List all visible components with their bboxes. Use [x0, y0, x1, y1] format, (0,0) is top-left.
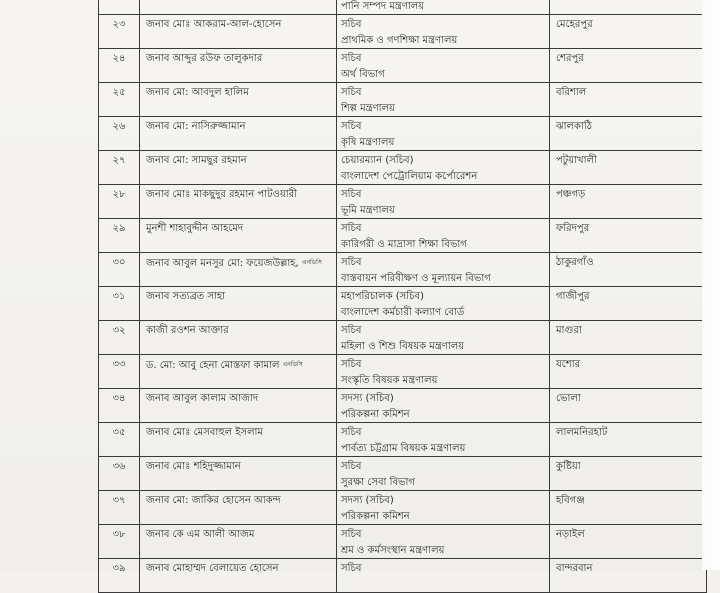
post-ministry: মহিলা ও শিশু বিষয়ক মন্ত্রণালয় [341, 341, 465, 352]
district-cell [550, 559, 707, 593]
home-district: লালমনিরহাট [556, 427, 608, 438]
home-district: ফরিদপুর [556, 223, 590, 234]
post-title: সচিব [341, 359, 362, 370]
name-line [140, 49, 336, 66]
serial-number: ২৬ [112, 121, 126, 132]
name-cell [140, 287, 337, 321]
officer-suffix: এনডিসি [301, 259, 322, 266]
post-title: সচিব [341, 223, 362, 234]
home-district: মাগুরা [556, 325, 582, 336]
officer-name: জনাব মো: সামছুর রহমান [146, 155, 247, 166]
home-district: শেরপুর [556, 53, 584, 64]
home-district: নড়াইল [556, 529, 585, 540]
serial-cell [99, 49, 140, 83]
officer-name: জনাব মো: নাসিরুজ্জামান [146, 121, 246, 132]
name-cell [140, 0, 337, 15]
table-row [99, 389, 707, 423]
table-row-partial [99, 0, 707, 15]
district-cell [550, 491, 707, 525]
serial-cell [99, 389, 140, 423]
serial-number: ৩৩ [112, 359, 126, 370]
post-cell [337, 423, 550, 457]
post-ministry: সুরক্ষা সেবা বিভাগ [341, 477, 415, 488]
name-line [140, 219, 336, 236]
name-line [140, 457, 336, 474]
name-line [140, 287, 336, 304]
serial-cell [99, 355, 140, 389]
serial-number: ৩৭ [112, 495, 126, 506]
district-cell [550, 117, 707, 151]
district-cell [550, 49, 707, 83]
secretary-roster-table [98, 0, 707, 593]
name-line [140, 355, 336, 373]
name-line [140, 117, 336, 134]
district-cell [550, 287, 707, 321]
post-cell [337, 287, 550, 321]
officer-name: জনাব মোঃ শহিদুজ্জামান [146, 461, 241, 472]
serial-number: ৩১ [112, 291, 126, 302]
name-line [140, 389, 336, 406]
name-line [140, 423, 336, 440]
serial-number: ২৮ [112, 189, 126, 200]
home-district: বরিশাল [556, 87, 587, 98]
serial-number: ৩৫ [112, 427, 126, 438]
district-cell [550, 15, 707, 49]
serial-cell [99, 219, 140, 253]
post-title: সচিব [341, 87, 362, 98]
table-row [99, 117, 707, 151]
table-row [99, 151, 707, 185]
name-line [140, 525, 336, 542]
post-cell [337, 185, 550, 219]
serial-number: ২৪ [112, 53, 126, 64]
post-title: চেয়ারম্যান (সচিব) [341, 155, 414, 166]
home-district: মেহেরপুর [556, 19, 593, 30]
district-cell [550, 0, 707, 15]
home-district: পঞ্চগড় [556, 189, 586, 200]
serial-number: ৩০ [112, 257, 126, 268]
officer-name: জনাব সত্যব্রত সাহা [146, 291, 226, 302]
home-district: ভোলা [556, 393, 581, 404]
name-line [140, 83, 336, 100]
name-line [140, 491, 336, 508]
table-row [99, 355, 707, 389]
serial-cell [99, 15, 140, 49]
name-cell [140, 423, 337, 457]
table-row [99, 185, 707, 219]
serial-cell [99, 525, 140, 559]
home-district: ঝালকাঠি [556, 121, 593, 132]
name-line [140, 559, 336, 576]
serial-number: ২৩ [112, 19, 126, 30]
post-ministry: পরিকল্পনা কমিশন [341, 409, 410, 420]
name-line [140, 321, 336, 338]
name-cell [140, 15, 337, 49]
name-line [140, 253, 336, 271]
officer-name: ড. মো: আবু হেনা মোস্তফা কামাল [146, 360, 280, 371]
officer-name: জনাব আবুল কালাম আজাদ [146, 393, 259, 404]
name-cell [140, 83, 337, 117]
district-cell [550, 83, 707, 117]
district-cell [550, 253, 707, 287]
post-ministry: কারিগরী ও মাদ্রাসা শিক্ষা বিভাগ [341, 239, 467, 250]
post-cell [337, 49, 550, 83]
name-cell [140, 151, 337, 185]
post-cell [337, 253, 550, 287]
serial-number: ২৫ [112, 87, 126, 98]
district-cell [550, 389, 707, 423]
post-title: সদস্য (সচিব) [341, 393, 394, 404]
serial-cell [99, 559, 140, 593]
post-title: মহাপরিচালক (সচিব) [341, 291, 425, 302]
serial-cell [99, 185, 140, 219]
officer-name: জনাব মো: জাকির হোসেন আকন্দ [146, 495, 281, 506]
table-row [99, 321, 707, 355]
district-cell [550, 185, 707, 219]
post-ministry: বাংলাদেশ পেট্রোলিয়াম কর্পোরেশন [341, 171, 478, 182]
officer-name: জনাব মোঃ আকরাম-আল-হোসেন [146, 19, 282, 30]
serial-number: ৩৪ [112, 393, 126, 404]
officer-name: কাজী রওশন আক্তার [146, 325, 229, 336]
table-row [99, 525, 707, 559]
serial-cell [99, 491, 140, 525]
post-ministry: বাংলাদেশ কর্মচারী কল্যাণ বোর্ড [341, 307, 465, 318]
officer-name: মুনশী শাহাবুদ্দীন আহমেদ [146, 223, 244, 234]
officer-name: জনাব মোহাম্মদ বেলায়েত হোসেন [146, 563, 279, 574]
post-cell [337, 321, 550, 355]
serial-number: ৩৮ [112, 529, 126, 540]
post-title: সচিব [341, 461, 362, 472]
post-title: সচিব [341, 529, 362, 540]
name-cell [140, 185, 337, 219]
name-cell [140, 219, 337, 253]
post-ministry: সংস্কৃতি বিষয়ক মন্ত্রণালয় [341, 375, 438, 386]
table-row [99, 423, 707, 457]
post-title: সচিব [341, 19, 362, 30]
table-row [99, 559, 707, 593]
post-cell [337, 559, 550, 593]
name-cell [140, 525, 337, 559]
district-cell [550, 151, 707, 185]
table-row [99, 15, 707, 49]
post-cell [337, 117, 550, 151]
officer-suffix: এনডিসি [282, 361, 303, 368]
name-line [140, 15, 336, 32]
serial-cell [99, 321, 140, 355]
post-ministry: বাস্তবায়ন পরিবীক্ষণ ও মূল্যায়ন বিভাগ [341, 273, 491, 284]
post-cell [337, 389, 550, 423]
table-row [99, 491, 707, 525]
district-cell [550, 423, 707, 457]
post-ministry: পরিকল্পনা কমিশন [341, 511, 410, 522]
home-district: বান্দরবান [556, 563, 593, 574]
serial-number: ২৭ [112, 155, 126, 166]
officer-name: জনাব মোঃ মেসবাহুল ইসলাম [146, 427, 263, 438]
post-ministry [337, 576, 549, 578]
name-cell [140, 355, 337, 389]
table-row [99, 83, 707, 117]
name-line [140, 185, 336, 202]
post-cell [337, 355, 550, 389]
post-title: সচিব [341, 189, 362, 200]
post-cell [337, 83, 550, 117]
district-cell [550, 525, 707, 559]
name-cell [140, 491, 337, 525]
serial-cell [99, 83, 140, 117]
home-district: কুষ্টিয়া [556, 461, 581, 472]
post-cell [337, 219, 550, 253]
roster-body [99, 0, 707, 593]
post-title: সদস্য (সচিব) [341, 495, 394, 506]
post-title: সচিব [341, 257, 362, 268]
post-cell [337, 0, 550, 15]
name-cell [140, 117, 337, 151]
serial-number: ৩৯ [112, 563, 126, 574]
home-district: পটুয়াখালী [556, 155, 597, 166]
post-ministry: পার্বত্য চট্টগ্রাম বিষয়ক মন্ত্রণালয় [341, 443, 466, 454]
table-row [99, 253, 707, 287]
post-cell [337, 151, 550, 185]
post-title: সচিব [341, 53, 362, 64]
post-cell [337, 15, 550, 49]
home-district: ঠাকুরগাঁও [556, 257, 594, 268]
serial-cell [99, 457, 140, 491]
serial-cell [99, 117, 140, 151]
post-ministry: শিল্প মন্ত্রণালয় [341, 103, 395, 114]
name-cell [140, 321, 337, 355]
serial-cell [99, 287, 140, 321]
post-title: সচিব [341, 563, 362, 574]
serial-cell [99, 151, 140, 185]
post-ministry: প্রাথমিক ও গণশিক্ষা মন্ত্রণালয় [341, 35, 458, 46]
serial-cell [99, 423, 140, 457]
post-ministry: ভূমি মন্ত্রণালয় [341, 205, 395, 216]
home-district: যশোর [556, 359, 581, 370]
page-margin [702, 0, 720, 570]
name-line [140, 151, 336, 168]
district-cell [550, 321, 707, 355]
post-ministry: কৃষি মন্ত্রণালয় [341, 137, 395, 148]
post-ministry: শ্রম ও কর্মসংস্থান মন্ত্রণালয় [341, 545, 445, 556]
post-title: সচিব [341, 427, 362, 438]
home-district: হবিগঞ্জ [556, 495, 585, 506]
name-cell [140, 559, 337, 593]
table-row [99, 49, 707, 83]
officer-name: জনাব আব্দুর রউফ তালুকদার [146, 53, 263, 64]
district-cell [550, 457, 707, 491]
post-ministry: পানি সম্পদ মন্ত্রণালয় [341, 1, 425, 12]
table-row [99, 219, 707, 253]
home-district: গাজীপুর [556, 291, 590, 302]
serial-number: ২৯ [112, 223, 126, 234]
district-cell [550, 355, 707, 389]
serial-number: ৩২ [112, 325, 126, 336]
officer-name: জনাব কে এম আলী আজম [146, 529, 255, 540]
name-cell [140, 389, 337, 423]
officer-name: জনাব আবুল মনসুর মো: ফয়েজউল্লাহ, [146, 258, 299, 269]
officer-name: জনাব মোঃ মাকছুদুর রহমান পাটওয়ারী [146, 189, 298, 200]
post-cell [337, 525, 550, 559]
serial-cell [99, 253, 140, 287]
table-row [99, 457, 707, 491]
name-cell [140, 457, 337, 491]
table-row [99, 287, 707, 321]
post-cell [337, 491, 550, 525]
district-cell [550, 219, 707, 253]
name-cell [140, 49, 337, 83]
post-title: সচিব [341, 325, 362, 336]
name-cell [140, 253, 337, 287]
post-cell [337, 457, 550, 491]
post-ministry: অর্থ বিভাগ [341, 69, 385, 80]
serial-cell [99, 0, 140, 15]
serial-number: ৩৬ [112, 461, 126, 472]
post-title: সচিব [341, 121, 362, 132]
officer-name: জনাব মো: আবদুল হালিম [146, 87, 249, 98]
